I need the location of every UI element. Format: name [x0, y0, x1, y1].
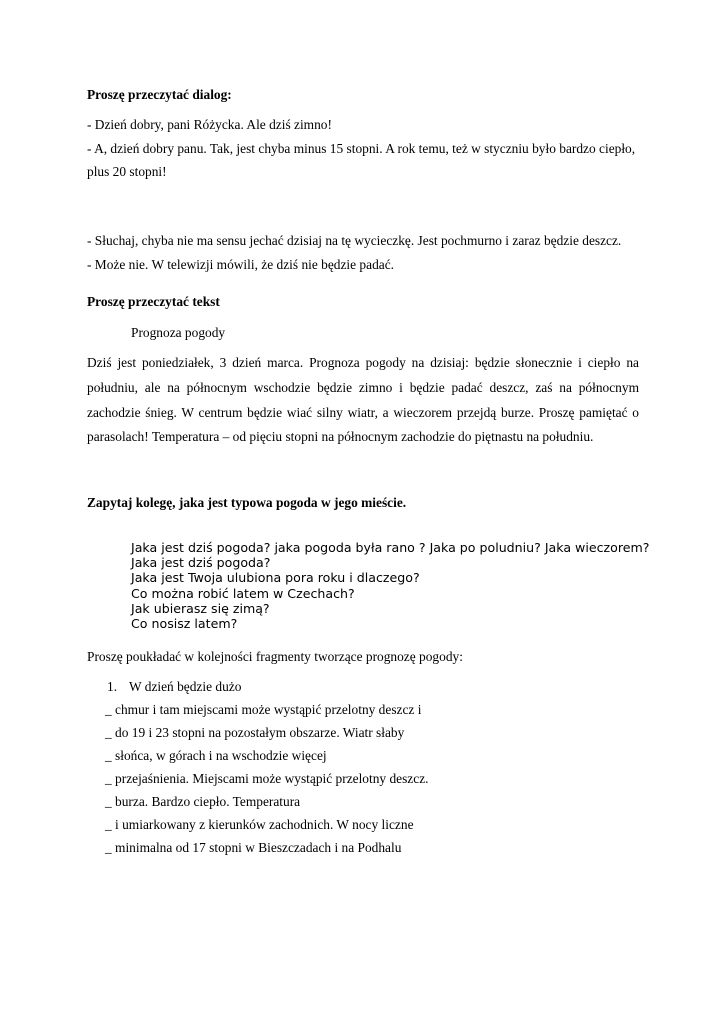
dialog-line: - Słuchaj, chyba nie ma sensu jechać dzisiaj na tę wycieczkę. Jest pochmurno i zaraz będzie deszcz. [87, 233, 622, 248]
questions-heading: Zapytaj kolegę, jaka jest typowa pogoda w jego mieście. [87, 495, 407, 510]
first-fragment [107, 679, 241, 695]
text-heading: Proszę przeczytać tekst [87, 294, 220, 309]
question-item: Jaka jest Twoja ulubiona pora roku i dlaczego? [131, 570, 420, 586]
list-number: 1. [107, 679, 118, 694]
fragment-item: _ przejaśnienia. Miejscami może wystąpić przelotny deszcz. [105, 771, 429, 786]
dialog-line: - Dzień dobry, pani Różycka. Ale dziś zimno! [87, 117, 332, 132]
questions-list [131, 540, 649, 631]
first-fragment-text: W dzień będzie dużo [129, 679, 242, 694]
dialog-line: plus 20 stopni! [87, 164, 167, 179]
question-item: Jak ubierasz się zimą? [131, 600, 270, 616]
ordering-instruction: Proszę poukładać w kolejności fragmenty tworzące prognozę pogody: [87, 649, 463, 664]
dialog-heading: Proszę przeczytać dialog: [87, 87, 232, 102]
fragment-item: _ do 19 i 23 stopni na pozostałym obszarze. Wiatr słaby [105, 725, 405, 740]
question-item: Jaka jest dziś pogoda? jaka pogoda była rano ? Jaka po poludniu? Jaka wieczorem? [131, 540, 650, 555]
question-item: Co można robić latem w Czechach? [131, 585, 355, 601]
text-title: Prognoza pogody [131, 325, 226, 340]
question-item: Jaka jest dziś pogoda? [131, 555, 271, 571]
forecast-paragraph: Dziś jest poniedziałek, 3 dzień marca. Prognoza pogody na dzisiaj: będzie słonecznie i ciepło na południu, ale na północnym wschodzie będzie zimno i będzie padać deszcz, zaś na północnym zachodzie śnieg. W centrum będzie wiać silny wiatr, a wieczorem przejdą burze. Proszę pamiętać o parasolach! Temperatura – od pięciu stopni na północnym zachodzie do piętnastu na południu. [87, 355, 639, 445]
dialog-line: - A, dzień dobry panu. Tak, jest chyba minus 15 stopni. A rok temu, też w styczniu było bardzo ciepło, [87, 141, 636, 156]
question-item: Co nosisz latem? [131, 616, 238, 632]
fragment-item: _ słońca, w górach i na wschodzie więcej [105, 748, 327, 763]
fragment-item: _ i umiarkowany z kierunków zachodnich. W nocy liczne [105, 817, 414, 832]
fragment-item: _ chmur i tam miejscami może wystąpić przelotny deszcz i [105, 702, 422, 717]
fragment-item: _ burza. Bardzo ciepło. Temperatura [105, 794, 301, 809]
fragment-item: _ minimalna od 17 stopni w Bieszczadach i na Podhalu [105, 840, 402, 855]
dialog-line: - Może nie. W telewizji mówili, że dziś nie będzie padać. [87, 257, 395, 272]
